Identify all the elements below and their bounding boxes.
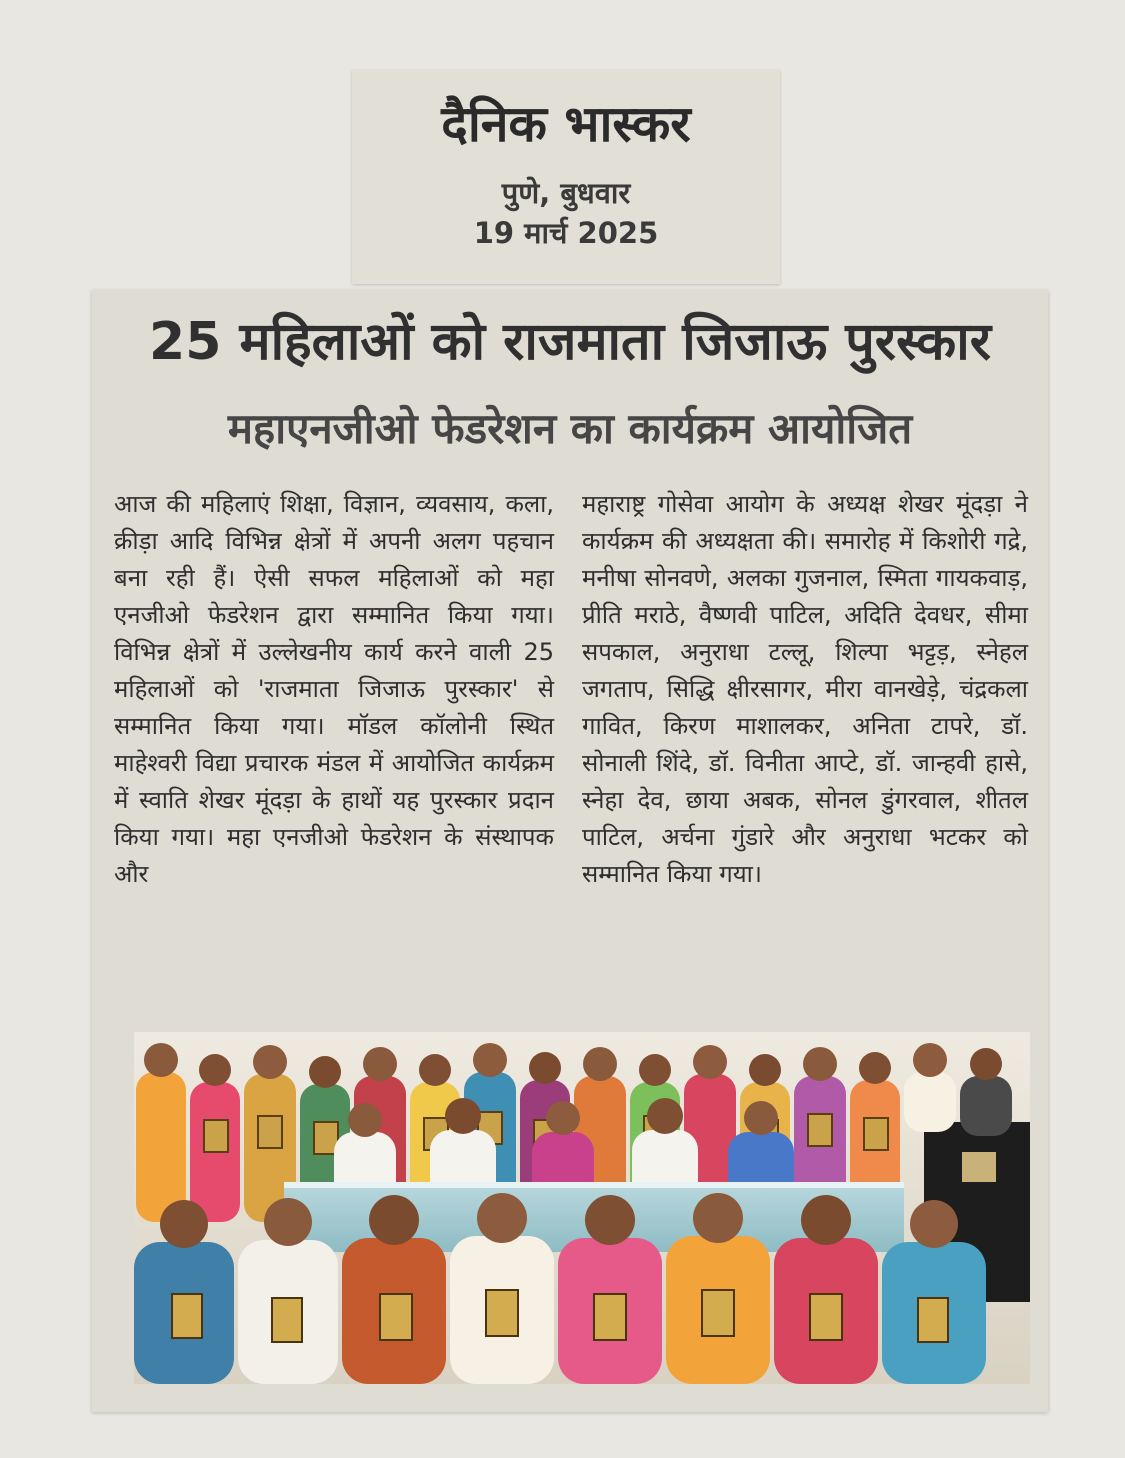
- article-clipping: [92, 290, 1048, 1412]
- article-headline: 25 महिलाओं को राजमाता जिजाऊ पुरस्कार: [149, 312, 991, 372]
- article-subheadline: महाएनजीओ फेडरेशन का कार्यक्रम आयोजित: [227, 404, 913, 453]
- newspaper-name: दैनिक भास्कर: [441, 95, 691, 153]
- article-column-left: आज की महिलाएं शिक्षा, विज्ञान, व्यवसाय, कला, क्रीड़ा आदि विभिन्न क्षेत्रों में अपनी अलग पहचान बना रही हैं। ऐसी सफल महिलाओं को महा एनजीओ फेडरेशन द्वारा सम्मानित किया गया। विभिन्न क्षेत्रों में उल्लेखनीय कार्य करने वाली 25 महिलाओं को 'राजमाता जिजाऊ पुरस्कार' से सम्मानित किया गया। मॉडल कॉलोनी स्थित माहेश्वरी विद्या प्रचारक मंडल में आयोजित कार्यक्रम में स्वाति शेखर मूंदड़ा के हाथों यह पुरस्कार प्रदान किया गया। महा एनजीओ फेडरेशन के संस्थापक और: [114, 490, 554, 888]
- article-column-right: महाराष्ट्र गोसेवा आयोग के अध्यक्ष शेखर मूंदड़ा ने कार्यक्रम की अध्यक्षता की। समारोह में किशोरी गद्रे, मनीषा सोनवणे, अलका गुजनाल, स्मिता गायकवाड़, प्रीति मराठे, वैष्णवी पाटिल, अदिति देवधर, सीमा सपकाल, अनुराधा टल्लू, शिल्पा भट्टड़, स्नेहल जगताप, सिद्धि क्षीरसागर, मीरा वानखेड़े, चंद्रकला गावित, किरण माशालकर, अनिता टापरे, डॉ. सोनाली शिंदे, डॉ. विनीता आप्टे, डॉ. जान्हवी हासे, स्नेहा देव, छाया अबक, सोनल डुंगरवाल, शीतल पाटिल, अर्चना गुंडारे और अनुराधा भटकर को सम्मानित किया गया।: [582, 490, 1028, 888]
- edition-city-day: पुणे, बुधवार: [501, 175, 631, 210]
- group-award-photo: [134, 1032, 1030, 1384]
- edition-date: 19 मार्च 2025: [473, 216, 659, 251]
- masthead: [352, 70, 780, 284]
